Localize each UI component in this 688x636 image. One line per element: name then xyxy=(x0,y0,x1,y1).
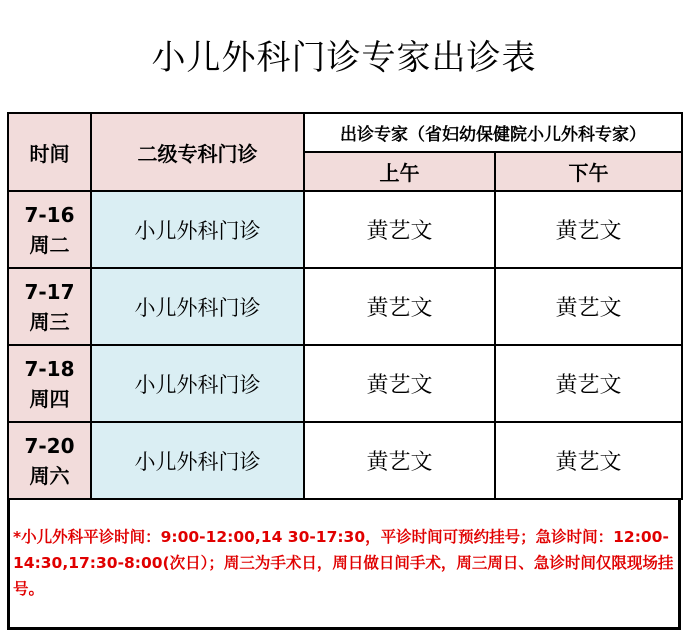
pm-expert-cell: 黄艺文 xyxy=(495,345,682,422)
am-expert-cell: 黄艺文 xyxy=(304,345,495,422)
clinic-cell: 小儿外科门诊 xyxy=(91,268,304,345)
clinic-cell: 小儿外科门诊 xyxy=(91,345,304,422)
table-row xyxy=(8,268,682,345)
weekday-text: 周二 xyxy=(29,232,70,257)
header-time: 时间 xyxy=(8,113,91,191)
date-cell xyxy=(8,191,91,268)
am-expert-cell: 黄艺文 xyxy=(304,191,495,268)
date-text: 7-20 xyxy=(24,433,75,458)
header-clinic: 二级专科门诊 xyxy=(91,113,304,191)
weekday-text: 周三 xyxy=(29,309,70,334)
weekday-text: 周六 xyxy=(29,463,70,488)
date-text: 7-16 xyxy=(24,202,75,227)
table-row xyxy=(8,422,682,499)
pm-expert-cell: 黄艺文 xyxy=(495,268,682,345)
weekday-text: 周四 xyxy=(29,386,70,411)
date-text: 7-18 xyxy=(24,356,75,381)
am-expert-cell: 黄艺文 xyxy=(304,268,495,345)
date-cell xyxy=(8,422,91,499)
date-cell xyxy=(8,268,91,345)
pm-expert-cell: 黄艺文 xyxy=(495,422,682,499)
clinic-cell: 小儿外科门诊 xyxy=(91,191,304,268)
schedule-note: *小儿外科平诊时间：9:00-12:00,14 30-17:30，平诊时间可预约挂号；急诊时间：12:00-14:30,17:30-8:00(次日）；周三为手术日，周日做日间手术，周三周日、急诊时间仅限现场挂号。 xyxy=(13,528,674,598)
am-expert-cell: 黄艺文 xyxy=(304,422,495,499)
header-experts: 出诊专家（省妇幼保健院小儿外科专家） xyxy=(304,113,682,152)
date-cell xyxy=(8,345,91,422)
header-pm: 下午 xyxy=(495,152,682,191)
clinic-cell: 小儿外科门诊 xyxy=(91,422,304,499)
table-row xyxy=(8,191,682,268)
schedule-table xyxy=(7,112,683,500)
date-text: 7-17 xyxy=(24,279,75,304)
table-row xyxy=(8,345,682,422)
page-title: 小儿外科门诊专家出诊表 xyxy=(151,38,537,78)
pm-expert-cell: 黄艺文 xyxy=(495,191,682,268)
header-am: 上午 xyxy=(304,152,495,191)
